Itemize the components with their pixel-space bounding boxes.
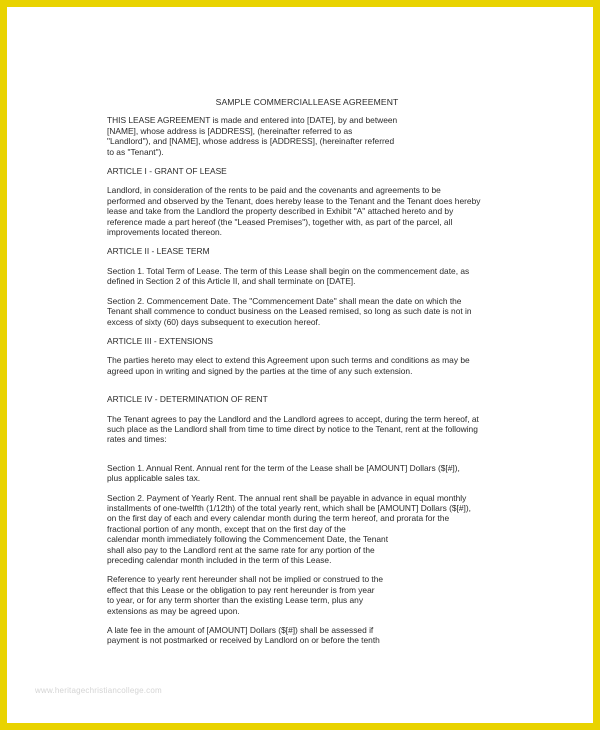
article-2-section-2: Section 2. Commencement Date. The "Commencement Date" shall mean the date on which the Tenant shall commence to conduct business on the Leased remised, so long as such date is not in excess of sixty (60) days subsequent to execution hereof. [107,295,472,327]
document-title: SAMPLE COMMERCIALLEASE AGREEMENT [215,97,399,107]
article-4-reference: Reference to yearly rent hereunder shall not be implied or construed to the effect that this Lease or the obligation to pay rent hereunder is from year to year, or for any term shorter than the existing Lease term, plus any extensions as may be agreed upon. [107,574,384,616]
article-3-heading: ARTICLE III - EXTENSIONS [107,335,213,346]
article-4-late-fee: A late fee in the amount of [AMOUNT] Dollars ($[#]) shall be assessed if payment is not postmarked or received by Landlord on or before the tenth [107,625,380,646]
article-1-heading: ARTICLE I - GRANT OF LEASE [107,166,227,177]
intro-paragraph: THIS LEASE AGREEMENT is made and entered into [DATE], by and between [NAME], whose address is [ADDRESS], (hereinafter referred to as "Landlord"), and [NAME], whose address is [ADDRESS], (hereinafter referred to as "Tenant"). [107,115,398,157]
watermark-text: www.heritagechristiancollege.com [35,686,162,695]
document-body [107,97,507,655]
article-4-heading: ARTICLE IV - DETERMINATION OF RENT [107,394,268,405]
article-4-section-1: Section 1. Annual Rent. Annual rent for the term of the Lease shall be [AMOUNT] Dollars ($[#]), plus applicable sales tax. [107,462,460,484]
article-2-section-1: Section 1. Total Term of Lease. The term of this Lease shall begin on the commencement date, as defined in Section 2 of this Article II, and shall terminate on [DATE]. [107,265,470,287]
document-page [7,7,593,723]
article-4-section-2: Section 2. Payment of Yearly Rent. The annual rent shall be payable in advance in equal monthly installments of one-twelfth (1/12th) of the total yearly rent, which shall be [AMOUNT] Dollars ($[#]), on the first day of each and every calendar month during the term hereof, and prorata for the fractional portion of any month, except that on the first day of the calendar month immediately following the Commencement Date, the Tenant shall also pay to the Landlord rent at the same rate for any portion of the preceding calendar month included in the term of this Lease. [107,492,471,565]
spacer [107,454,507,463]
article-2-heading: ARTICLE II - LEASE TERM [107,246,210,257]
spacer [107,385,507,394]
article-4-text: The Tenant agrees to pay the Landlord and the Landlord agrees to accept, during the term hereof, at such place as the Landlord shall from time to time direct by notice to the Tenant, rent at the following rates and times: [107,413,479,445]
article-1-text: Landlord, in consideration of the rents to be paid and the covenants and agreements to be performed and observed by the Tenant, does hereby lease to the Tenant and the Tenant does hereby lease and take from the Landlord the property described in Exhibit "A" attached hereto and by reference made a part hereof (the "Leased Premises"), together with, as part of the parcel, all improvements located thereon. [107,185,481,238]
article-3-text: The parties hereto may elect to extend this Agreement upon such terms and conditions as may be agreed upon in writing and signed by the parties at the time of any such extension. [107,355,470,376]
